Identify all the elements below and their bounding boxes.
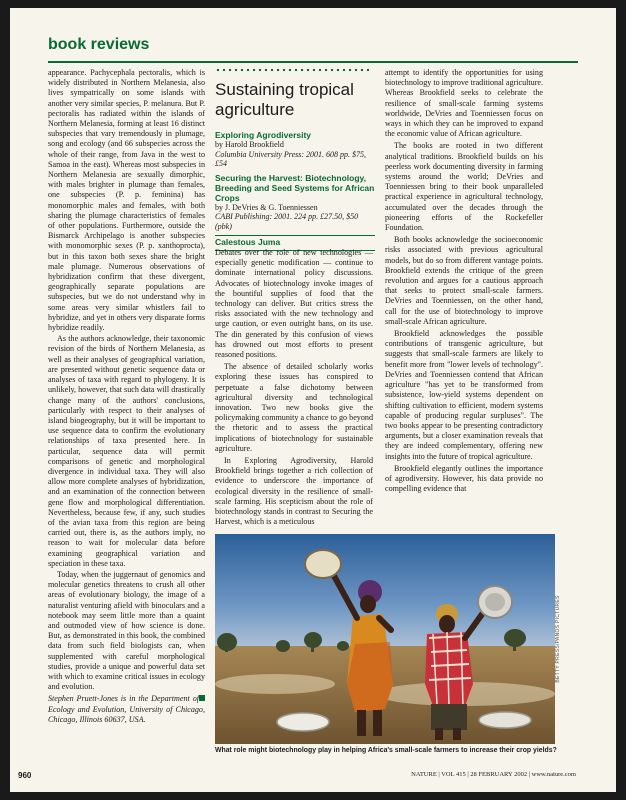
photo-caption: What role might biotechnology play in helping Africa's small-scale farmers to increase their crop yields? xyxy=(215,747,557,754)
book-entry xyxy=(215,130,375,169)
journal-footer: NATURE | VOL 415 | 28 FEBRUARY 2002 | www.nature.com xyxy=(411,771,576,778)
section-rule xyxy=(48,61,578,63)
farmers-photo xyxy=(215,534,555,744)
right-paragraph: Brookfield elegantly outlines the importance of agrodiversity. However, his data provide no compelling evidence that xyxy=(385,463,543,494)
section-heading: book reviews xyxy=(48,36,150,53)
reviewer-signature: Stephen Pruett-Jones is in the Department of Ecology and Evolution, University of Chicago, Chicago, Illinois 60637, USA. xyxy=(48,694,205,724)
middle-column xyxy=(215,248,373,529)
right-paragraph: attempt to identify the opportunities for using biotechnology to improve traditional agriculture. Whereas Brookfield seeks to celebrate the resilience of small-scale farming systems worldwide, DeVries and Toenniessen focus on ways in which they can be improved to expand the economic value of African agriculture. xyxy=(385,68,544,139)
journal-page xyxy=(10,8,616,792)
middle-paragraph: In Exploring Agrodiversity, Harold Brookfield brings together a rich collection of evidence to underscore the importance of ecological diversity in the resilience of small-scale farming. His scepticism about the role of biotechnology stands in contrast to Securing the Harvest, which is a meticulous xyxy=(215,456,373,527)
right-paragraph: The books are rooted in two different analytical traditions. Brookfield builds on his peerless work documenting diversity in farming systems around the world; DeVries and Toenniessen bring to their book unparalleled practical experience in agricultural technology, accumulated over the decades through the pioneering efforts of the Rockefeller Foundation. xyxy=(385,141,543,233)
right-column xyxy=(385,68,543,496)
dotted-rule xyxy=(215,68,373,72)
book-publisher: Columbia University Press: 2001. 608 pp. $75, £54 xyxy=(215,149,367,168)
right-paragraph: Both books acknowledge the socioeconomic risks associated with previous agricultural models, but do so from different vantage points. Brookfield extends the critique of the green revolution and argues for a cautious approach that seeks to protect small-scale farmers. DeVries and Toenniessen, on the other hand, call for the use of biotechnology to improve small-scale African agriculture. xyxy=(385,235,543,326)
book-list xyxy=(215,130,375,251)
middle-paragraph: The absence of detailed scholarly works exploring these issues has conspired to perpetuate a false dichotomy between agricultural diversity and technological innovation. Two new books give the policymaking community a chance to go beyond the rhetoric and to assess the practical implications of biotechnology for sustainable agriculture. xyxy=(215,362,373,453)
book-entry xyxy=(215,173,375,232)
photo-illustration xyxy=(215,534,555,744)
book-title: Securing the Harvest: Biotechnology, Breeding and Seed Systems for African Crops xyxy=(215,172,375,203)
middle-paragraph: Debates over the role of new technologies — especially genetic modification — continue to dominate international policy discussions. Advocates of biotechnology invoke images of the bountiful supplies of food that the technology can deliver. But critics stress the risks associated with the new technology and urge caution, or even outright bans, on its use. The din generated by this confusion of views has drowned out most efforts to present reasoned positions. xyxy=(215,248,373,360)
reviewer-name: Calestous Juma xyxy=(215,235,375,251)
page-number: 960 xyxy=(18,771,32,780)
left-paragraph: Today, when the juggernaut of genomics and molecular genetics threatens to crush all other areas of evolutionary biology, the image of a naturalist venturing afield with binoculars and a notebook may seem little more than a quaint and outmoded view of how science is done. But, as demonstrated in this book, the combined data from such field biologists can, when supplemented with careful morphological studies, provide a unique and powerful data set with which to examine critical issues in ecology and evolution. xyxy=(48,569,205,692)
photo-credit: BETTY PRESS/PANOS PICTURES xyxy=(555,595,561,683)
left-paragraph: As the authors acknowledge, their taxonomic revision of the birds of Northern Melanesia, as well as their analyses of geographical variation, are presented without genetic sequence data or analyses of taxa with regard to phylogeny. It is unlikely, however, that such data will drastically change many of the authors' conclusions, particularly with respect to their analyses of island biogeography, but it will be important to use sequence data to confirm the evolutionary relationships of taxa presented here. In particular, sequence data will permit comparisons of genetic and morphological divergence in individual taxa. They will also allow more complete analyses of hybridization, and an examination of the connection between gene flow and morphological differentiation. Nevertheless, because few, if any, such studies of the avian taxa from this region are being carried out, there is, as the authors imply, no reason to wait for molecular data before examining geographical variation and speciation in these taxa. xyxy=(48,334,205,568)
left-column xyxy=(48,68,205,726)
book-author: by Harold Brookfield xyxy=(215,140,284,149)
book-publisher: CABI Publishing: 2001. 224 pp. £27.50, $50 (pbk) xyxy=(215,212,359,231)
book-author: by J. DeVries & G. Toenniessen xyxy=(215,202,318,212)
review-title: Sustaining tropical agriculture xyxy=(215,80,354,119)
right-paragraph: Brookfield acknowledges the possible contributions of transgenic agriculture, but suggests that small-scale farmers are likely to benefit more from "lower levels of technology". DeVries and Toenniessen contend that African agriculture "has yet to be transformed from subsistence, low-yield systems dependent on shifting cultivation to efficient, modern systems capable of producing regular surpluses". The two books appear to be presenting contradictory arguments, but a closer examination reveals that they are indeed complementary, offering new insights into the future of tropical agriculture. xyxy=(385,329,543,461)
book-title: Exploring Agrodiversity xyxy=(215,130,312,140)
end-of-review-mark xyxy=(199,695,205,701)
left-paragraph: appearance. Pachycephala pectoralis, which is widely distributed in Northern Melanesia, also lives sympatrically on some islands with another very similar species, P. melanura. But P. pectoralis has radiated within the islands of Northern Melanesia, forming at least 16 distinct subspecies that vary tremendously in plumage, song and ecology (and 66 subspecies across the whole of their range, from Java in the west to Samoa in the east). Whereas most subspecies in Northern Melanesia are sexually dimorphic, with males brighter in plumage than females, one subspecies (P. p. feminina) has monomorphic males and females, with both sharing the plumage characteristics of females of other populations. Furthermore, outside the Bismarck Archipelago is another subspecies with monomorphic sexes (P. p. xanthoprocta), but in this taxon both sexes share the bright male plumage. Numerous observations of hybridization confirm that these divergent, geographically separate populations are subspecies, but we do not understand why in some areas very similar whistlers fail to hybridize, and yet in others very disparate forms hybridize readily. xyxy=(48,68,205,333)
